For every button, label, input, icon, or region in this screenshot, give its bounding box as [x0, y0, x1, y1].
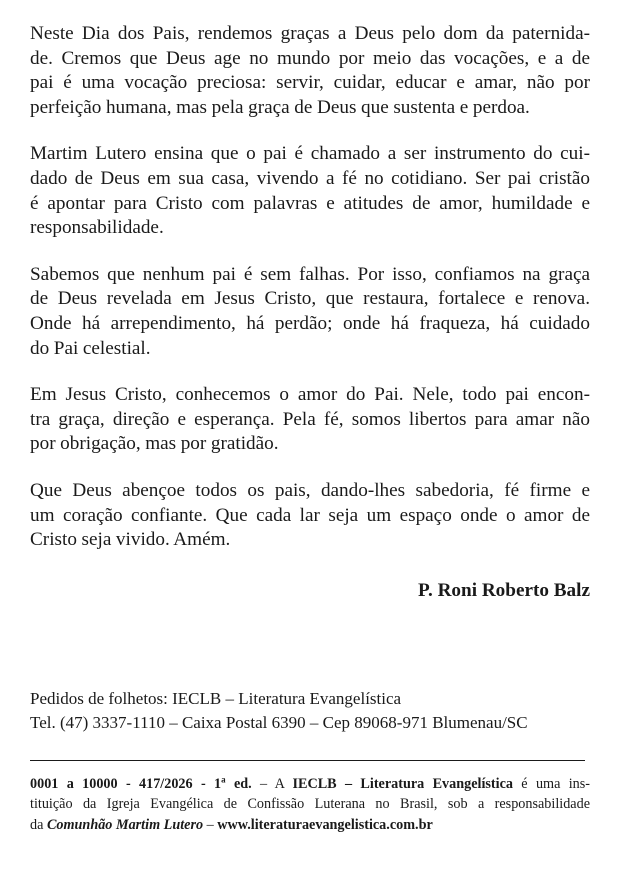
paragraph-4 — [30, 383, 590, 457]
text-line: tra graça, direção e esperança. Pela fé, somos libertos para amar não — [30, 408, 590, 430]
text-line: Cristo seja vivido. Amém. — [30, 529, 231, 551]
website-link[interactable]: www.literaturaevangelistica.com.br — [217, 816, 433, 833]
text-line: Em Jesus Cristo, conhecemos o amor do Pai. Nele, todo pai encon- — [30, 384, 590, 406]
text-line: por obrigação, mas por gratidão. — [30, 433, 279, 455]
author-signature: P. Roni Roberto Balz — [418, 580, 590, 601]
text-line: um coração confiante. Que cada lar seja um espaço onde o amor de — [30, 504, 590, 526]
text-line: Que Deus abençoe todos os pais, dando-lhes sabedoria, fé firme e — [30, 479, 590, 501]
body-text — [30, 22, 590, 575]
text-line: responsabilidade. — [30, 217, 164, 239]
text-line: é apontar para Cristo com palavras e atitudes de amor, humildade e — [30, 192, 590, 214]
community-name: Comunhão Martim Lutero — [46, 816, 204, 833]
text-line: de Deus revelada em Jesus Cristo, que restaura, fortalece e renova. — [30, 288, 590, 310]
text-line: Onde há arrependimento, há perdão; onde há fraqueza, há cuidado — [30, 312, 590, 334]
paragraph-5 — [30, 479, 590, 553]
paragraph-1 — [30, 22, 590, 120]
text-line: dado de Deus em sua casa, vivendo a fé no cotidiano. Ser pai cristão — [30, 167, 590, 189]
text-line: perfeição humana, mas pela graça de Deus que sustenta e perdoa. — [30, 96, 530, 118]
contact-info — [30, 687, 528, 734]
footer-line-3: da Comunhão Martim Lutero – www.literaturaevangelistica.com.br — [30, 816, 433, 833]
footer-imprint — [30, 774, 590, 835]
footer-line-1: 0001 a 10000 - 417/2026 - 1$^a$ ed. – A IECLB – Literatura Evangelística é uma ins- — [30, 774, 590, 792]
text-line: Martim Lutero ensina que o pai é chamado a ser instrumento do cui- — [30, 143, 590, 165]
organization-name: IECLB – Literatura Evangelística — [292, 776, 513, 792]
text-line: do Pai celestial. — [30, 337, 151, 359]
footer-line-2: tituição da Igreja Evangélica de Confissão Luterana no Brasil, sob a responsabilidade — [30, 796, 590, 813]
text-line: pai é uma vocação preciosa: servir, cuidar, educar e amar, não por — [30, 72, 590, 94]
divider — [30, 760, 585, 761]
contact-orders-line: Pedidos de folhetos: IECLB – Literatura Evangelística — [30, 689, 402, 708]
paragraph-3 — [30, 263, 590, 361]
text-line: Sabemos que nenhum pai é sem falhas. Por isso, confiamos na graça — [30, 263, 590, 285]
paragraph-2 — [30, 142, 590, 240]
contact-address-line: Tel. (47) 3337-1110 – Caixa Postal 6390 – Cep 89068-971 Blumenau/SC — [30, 712, 528, 732]
edition-info: 0001 a 10000 - 417/2026 - 1$^a$ ed. — [30, 774, 252, 792]
text-line: Neste Dia dos Pais, rendemos graças a Deus pelo dom da paternida- — [30, 23, 590, 44]
text-line: de. Cremos que Deus age no mundo por meio das vocações, e a de — [30, 47, 590, 69]
